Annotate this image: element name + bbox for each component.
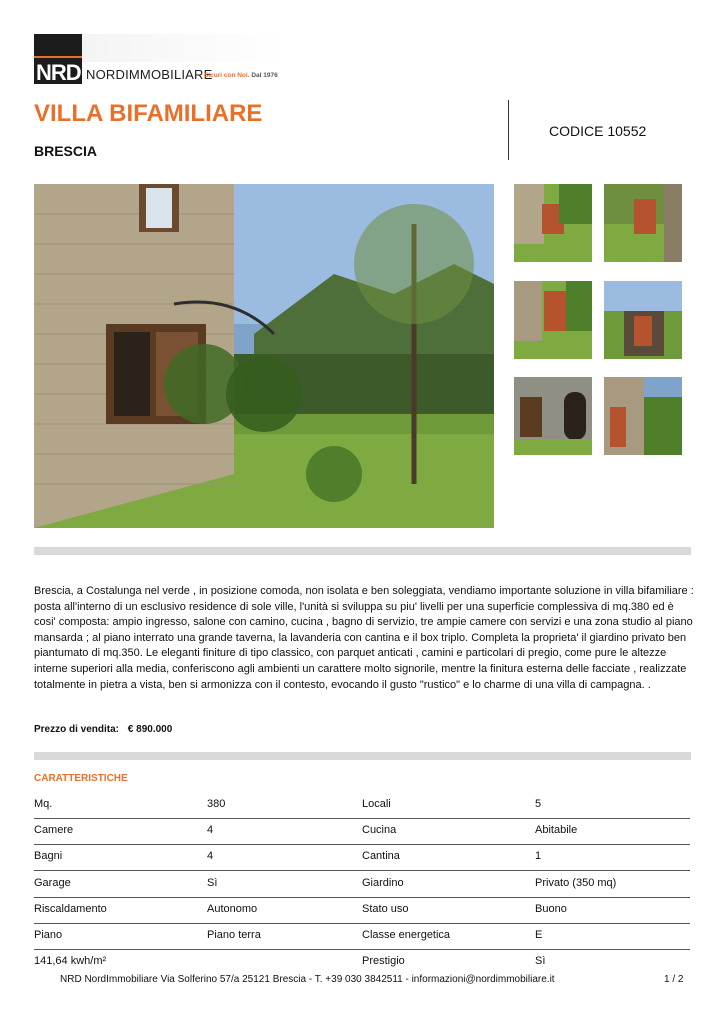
feature-value: Privato (350 mq) — [535, 877, 617, 889]
divider-bar-top — [34, 547, 691, 555]
feature-label: Prestigio — [362, 955, 405, 967]
feature-label: Giardino — [362, 877, 404, 889]
footer-contact: NRD NordImmobiliare Via Solferino 57/a 25121 Brescia - T. +39 030 3842511 - informazioni@nordimmobiliare.it — [60, 974, 555, 985]
price-value: € 890.000 — [127, 724, 173, 735]
logo-tagline-rest: Dal 1976 — [249, 72, 278, 79]
feature-value: 141,64 kwh/m² — [34, 955, 107, 967]
feature-label: Stato uso — [362, 903, 409, 915]
feature-label: Locali — [362, 798, 391, 810]
main-photo — [34, 184, 494, 528]
table-row — [34, 871, 690, 898]
feature-value: Sì — [535, 955, 546, 967]
listing-code: CODICE 10552 — [549, 123, 647, 139]
logo-tagline — [204, 72, 278, 79]
listing-title: VILLA BIFAMILIARE — [34, 100, 263, 127]
feature-value: 380 — [207, 798, 226, 810]
feature-label: Piano — [34, 929, 63, 941]
page-number: 1 / 2 — [664, 974, 684, 985]
feature-label: Cantina — [362, 850, 400, 862]
logo-company-name: NORDIMMOBILIARE — [86, 67, 213, 82]
feature-label: Camere — [34, 824, 74, 836]
feature-label: Cucina — [362, 824, 397, 836]
feature-value: 4 — [207, 850, 214, 862]
thumbnail-photo-6[interactable] — [604, 377, 682, 455]
table-row — [34, 897, 690, 924]
thumbnail-photo-2[interactable] — [604, 184, 682, 262]
feature-label: Bagni — [34, 850, 63, 862]
feature-label: Mq. — [34, 798, 53, 810]
table-row — [34, 818, 690, 845]
thumbnail-photo-4[interactable] — [604, 281, 682, 359]
table-row — [34, 949, 690, 975]
feature-value: 5 — [535, 798, 542, 810]
price-label: Prezzo di vendita: — [34, 724, 120, 735]
feature-value: Buono — [535, 903, 567, 915]
logo-mark — [34, 34, 82, 84]
logo-tagline-highlight: Sicuri con Noi. — [204, 72, 250, 79]
company-logo — [34, 34, 286, 84]
thumbnail-photo-3[interactable] — [514, 281, 592, 359]
feature-value: Sì — [207, 877, 218, 889]
header-divider — [508, 100, 509, 160]
thumbnail-photo-1[interactable] — [514, 184, 592, 262]
logo-backdrop — [82, 34, 286, 62]
logo-accent-line — [34, 56, 82, 58]
logo-mark-text: NRD — [36, 60, 81, 85]
feature-value: Piano terra — [207, 929, 261, 941]
listing-city: BRESCIA — [34, 143, 98, 159]
table-row — [34, 923, 690, 950]
feature-label: Riscaldamento — [34, 903, 107, 915]
feature-value: 4 — [207, 824, 214, 836]
feature-value: Abitabile — [535, 824, 578, 836]
listing-description: Brescia, a Costalunga nel verde , in posizione comoda, non isolata e ben soleggiata, vendiamo importante soluzione in villa bifamiliare : posta all'interno di un esclusivo residence di sole ville, l'unità si sviluppa su piu' livelli per una superficie complessiva di mq.380 ed è cosi' composta: ampio ingresso, salone con camino, cucina , bagno di servizio, tre ampie camere con servizi e una zona studio al piano mansarda ; al piano interrato una grande taverna, la lavanderia con cantina e il box triplo. Completa la proprieta' il giardino privato ben piantumato di mq.350. Le eleganti finiture di tipo classico, con parquet anticati , camini e particolari di pregio, come pure le altezze interne superiori alla media, conferiscono agli ambienti un carattere molto signorile, mentre la finitura esterna delle facciate , realizzate totalmente in pietra a vista, ben si armonizza con il contesto, evocando il gusto "rustico" e lo charme di una villa di campagna. . — [34, 585, 694, 691]
price — [34, 724, 172, 735]
feature-value: Autonomo — [207, 903, 258, 915]
feature-label: Garage — [34, 877, 71, 889]
table-row — [34, 792, 690, 819]
features-heading: CARATTERISTICHE — [34, 773, 128, 784]
table-row — [34, 844, 690, 871]
feature-value: E — [535, 929, 543, 941]
divider-bar-features — [34, 752, 691, 760]
feature-value: 1 — [535, 850, 542, 862]
thumbnail-photo-5[interactable] — [514, 377, 592, 455]
feature-label: Classe energetica — [362, 929, 451, 941]
